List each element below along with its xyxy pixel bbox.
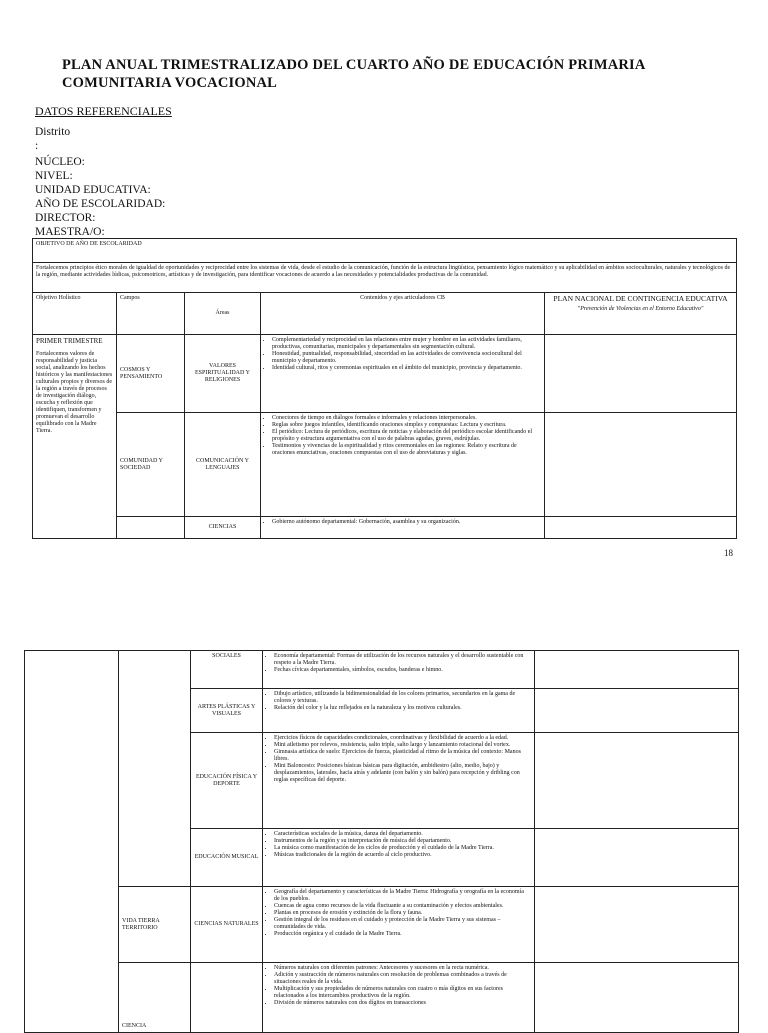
contenido-item: • Gestión integral de los residuos en el cuidado y protección de la Madre Tierra y sus sistemas – comunidades de vida. [274,917,531,931]
area-cell: ARTES PLÁSTICAS Y VISUALES [191,689,263,733]
trimestre-continuation-cell [25,651,119,1033]
contenido-item: • Números naturales con diferentes patrones: Antecesores y sucesores en la recta numérica. [274,965,531,972]
field-distrito: Distrito [35,126,71,138]
datos-referenciales-heading: DATOS REFERENCIALES [35,104,172,118]
plan-table-page-1 [32,238,737,539]
area-cell: VALORES ESPIRITUALIDAD Y RELIGIONES [185,335,261,413]
contenido-item: • Adición y sustracción de números naturales con resolución de problemas combinados a través de situaciones reales de la vida. [274,972,531,986]
campo-cell: COMUNIDAD Y SOCIEDAD [117,413,185,517]
area-cell: COMUNICACIÓN Y LENGUAJES [185,413,261,517]
plan-table-page-2 [24,650,739,1033]
area-cell: CIENCIAS [185,517,261,539]
field-nucleo: NÚCLEO: [35,156,85,168]
field-colon: : [35,140,39,152]
contenido-item: • Producción orgánica y el cuidado de la Madre Tierra. [274,931,531,938]
area-cell: EDUCACIÓN FÍSICA Y DEPORTE [191,733,263,829]
contenido-item: • La música como manifestación de los ciclos de producción y el cuidado de la Madre Tierra. [274,845,531,852]
contenido-item: • Testimonios y vivencias de la espiritualidad y ritos ceremoniales en las regiones: Relato y escritura de oraciones enunciativas, oraciones compuestas con el uso de abreviaturas y siglas. [272,443,541,457]
contenido-item: • Mini Baloncesto: Posiciones básicas básicas para digitación, ambidiestro (alto, medio, bajo) y desplazamientos, laterales, hacia atrás y adelante (con balón y sin balón) para recepción y dribling con reglas específicas del deporte. [274,763,531,784]
document-page-2 [0,650,768,1029]
objetivo-text: Fortalecemos principios ético morales de igualdad de oportunidades y reciprocidad entre los sistemas de vida, desde el estudio de la comunicación, función de la estructura lingüística, pensamiento lógico matemático y su aplicabilidad en ámbitos socioculturales, naturales y tecnológicos de la región, mediante actividades lúdicas, psicomotrices, artísticas y de investigación, para identificar vocaciones de acuerdo a las necesidades y potencialidades productivas de la comunidad. [33,263,737,293]
contenido-item: • Fechas cívicas departamentales, símbolos, escudos, banderas e himno. [274,667,531,674]
header-areas: Áreas [185,293,261,335]
area-cell [191,963,263,1033]
contenido-item: • Geografía del departamento y características de la Madre Tierra: Hidrografía y orografía en la economía de los pueblos. [274,889,531,903]
campo-cell [117,517,185,539]
contenidos-cell [263,963,535,1033]
contenidos-cell [263,829,535,887]
contenido-item: • Economía departamental: Formas de utilización de los recursos naturales y el desarrollo sustentable con respeto a la Madre Tierra. [274,653,531,667]
plan-nacional-title: PLAN NACIONAL DE CONTINGENCIA EDUCATIVA [553,294,728,303]
page-number: 18 [724,548,733,558]
contenidos-cell [261,335,545,413]
objetivo-label: OBJETIVO DE AÑO DE ESCOLARIDAD [33,239,737,263]
area-cell: SOCIALES [191,651,263,689]
area-cell: EDUCACIÓN MUSICAL [191,829,263,887]
contenido-item: • Gobierno autónomo departamental: Gobernación, asamblea y su organización. [272,519,541,526]
contenido-item: • Mini atletismo por relevos, resistencia, salto triple, salto largo y lanzamiento rotacional del vortex. [274,742,531,749]
field-nivel: NIVEL: [35,170,73,182]
field-maestra: MAESTRA/O: [35,226,105,238]
header-objetivo-holistico: Objetivo Holístico [33,293,117,335]
contenido-item: • Multiplicación y sus propiedades de números naturales con cuatro o más dígitos en sus factores relacionados a los intercambios productivos de la región. [274,986,531,1000]
plan-nacional-subtitle: "Prevención de Violencias en el Entorno Educativo" [577,306,704,312]
contenido-item: • División de números naturales con dos dígitos en transacciones [274,1000,531,1007]
header-plan-nacional [545,293,737,335]
contenidos-cell [261,413,545,517]
plan-nacional-cell [535,689,739,733]
header-contenidos: Contenidos y ejes articuladores CB [261,293,545,335]
contenido-item: • Instrumentos de la región y su interpretación de música del departamento. [274,838,531,845]
plan-nacional-cell [545,413,737,517]
header-campos: Campos [117,293,185,335]
contenido-item: • Características sociales de la música, danza del departamento. [274,831,531,838]
trimestre-text: Fortalecemos valores de responsabilidad y justicia social, analizando los hechos históricos y las manifestaciones culturales propios y diversos de la región a través de procesos de investigación diálogo, escucha y reflexión que identifiquen, transformen y promuevan el desarrollo equilibrado con la Madre Tierra. [36,351,113,434]
contenido-item: • Complementariedad y reciprocidad en las relaciones entre mujer y hombre en las actividades familiares, productivas, comunitarias, municipales y departamentales sin segmentación cultural. [272,337,541,351]
plan-nacional-cell [535,887,739,963]
trimestre-label: PRIMER TRIMESTRE [36,337,103,345]
campo-cell: VIDA TIERRA TERRITORIO [119,887,191,963]
plan-nacional-cell [535,963,739,1033]
contenido-item: • Cuencas de agua como recursos de la vida fluctuante a su contaminación y efectos ambientales. [274,903,531,910]
contenidos-cell [263,887,535,963]
contenidos-cell [261,517,545,539]
contenido-item: • Ejercicios físicos de capacidades condicionales, coordinativas y flexibilidad de acuerdo a la edad. [274,735,531,742]
contenido-item: • Plantas en procesos de erosión y extinción de la flora y fauna. [274,910,531,917]
trimestre-cell [33,335,117,539]
plan-nacional-cell [535,829,739,887]
contenido-item: • Gimnasia artística de suelo: Ejercicios de fuerza, plasticidad al ritmo de la música del contexto: Manos libres. [274,749,531,763]
contenido-item: • Reglas sobre juegos infantiles, identificando oraciones simples y compuestas: Lectura y escritura. [272,422,541,429]
contenido-item: • Honestidad, puntualidad, responsabilidad, sinceridad en las actividades de convivencia sociocultural del municipio y departamento. [272,351,541,365]
plan-nacional-cell [545,335,737,413]
contenidos-cell [263,733,535,829]
page-gap [0,580,768,650]
plan-nacional-cell [535,733,739,829]
area-cell: CIENCIAS NATURALES [191,887,263,963]
campo-cell: COSMOS Y PENSAMIENTO [117,335,185,413]
document-title: PLAN ANUAL TRIMESTRALIZADO DEL CUARTO AÑO DE EDUCACIÓN PRIMARIA COMUNITARIA VOCACIONAL [62,57,645,91]
campo-cell [119,651,191,887]
contenido-item: • Relación del color y la luz reflejados en la naturaleza y los motivos culturales. [274,705,531,712]
campo-cell: CIENCIA [119,963,191,1033]
contenidos-cell [263,651,535,689]
contenidos-cell [263,689,535,733]
plan-nacional-cell [535,651,739,689]
plan-nacional-cell [545,517,737,539]
field-director: DIRECTOR: [35,212,96,224]
contenido-item: • Conectores de tiempo en diálogos formales e informales y relaciones interpersonales. [272,415,541,422]
field-ano-escolaridad: AÑO DE ESCOLARIDAD: [35,198,166,210]
contenido-item: • El periódico: Lectura de periódicos, escritura de noticias y elaboración del periódico escolar identificando el propósito y estructura argumentativa con el uso de palabras agudas, graves, esdrújulas. [272,429,541,443]
field-unidad-educativa: UNIDAD EDUCATIVA: [35,184,151,196]
contenido-item: • Identidad cultural, ritos y ceremonias espirituales en el ámbito del municipio, provincia y departamento. [272,365,541,372]
contenido-item: • Músicas tradicionales de la región de acuerdo al ciclo productivo. [274,852,531,859]
contenido-item: • Dibujo artístico, utilizando la bidimensionalidad de los colores primarios, secundarios en la gama de colores y texturas. [274,691,531,705]
